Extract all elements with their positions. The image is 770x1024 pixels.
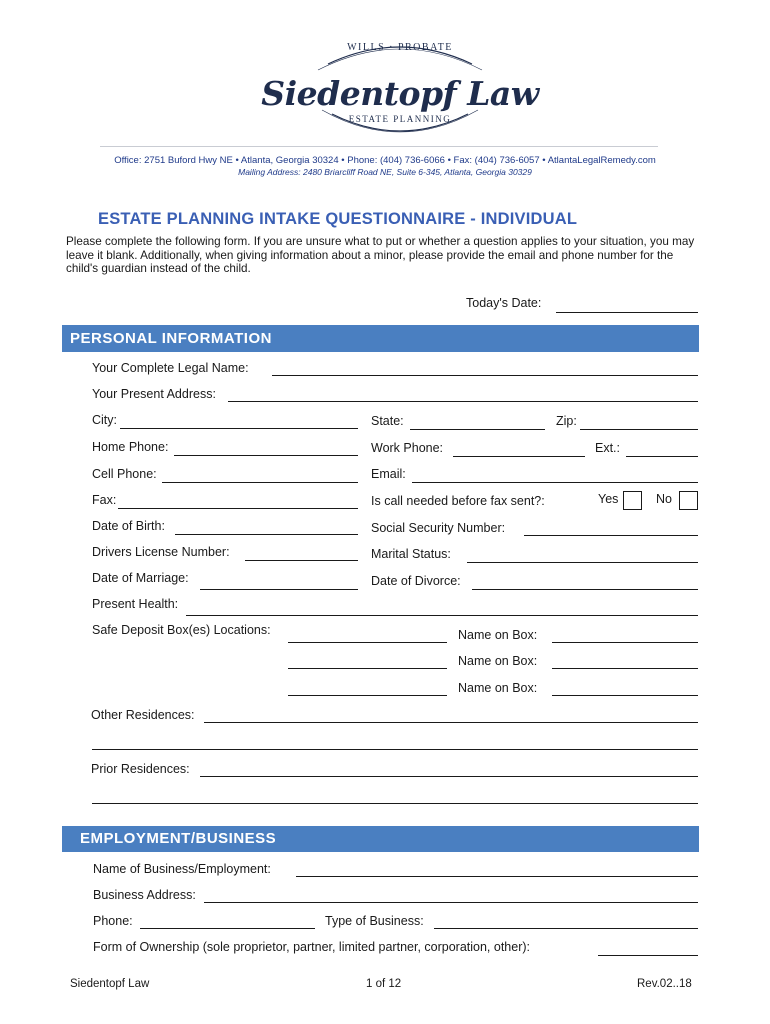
date-of-birth-label: Date of Birth: — [92, 519, 165, 533]
prior-residences-field[interactable] — [200, 776, 698, 777]
name-on-box-1-field[interactable] — [552, 642, 698, 643]
state-field[interactable] — [410, 429, 545, 430]
other-residences-label: Other Residences: — [91, 708, 195, 722]
city-label: City: — [92, 413, 117, 427]
no-checkbox[interactable] — [679, 491, 698, 510]
yes-label: Yes — [598, 492, 619, 506]
business-name-label: Name of Business/Employment: — [93, 862, 271, 876]
safe-deposit-location-1-field[interactable] — [288, 642, 447, 643]
prior-residences-field-2[interactable] — [92, 803, 698, 804]
name-on-box-3-field[interactable] — [552, 695, 698, 696]
office-contact-line: Office: 2751 Buford Hwy NE • Atlanta, Georgia 30324 • Phone: (404) 736-6066 • Fax: (404) 736-6057 • AtlantaLegalRemedy.com — [114, 155, 656, 166]
home-phone-field[interactable] — [174, 455, 358, 456]
safe-deposit-label: Safe Deposit Box(es) Locations: — [92, 623, 271, 637]
home-phone-label: Home Phone: — [92, 440, 169, 454]
ext-field[interactable] — [626, 456, 698, 457]
name-on-box-label-3: Name on Box: — [458, 681, 538, 695]
name-on-box-label-1: Name on Box: — [458, 628, 538, 642]
mailing-address-line: Mailing Address: 2480 Briarcliff Road NE, Suite 6-345, Atlanta, Georgia 30329 — [238, 167, 532, 177]
intro-paragraph: Please complete the following form. If you are unsure what to put or whether a question applies to your situation, you may leave it blank. Additionally, when giving information about a minor, please provide the email and phone number for the child's guardian instead of the child. — [66, 235, 695, 275]
work-phone-field[interactable] — [453, 456, 585, 457]
header-divider — [100, 146, 658, 147]
marital-status-label: Marital Status: — [371, 547, 451, 561]
prior-residences-label: Prior Residences: — [91, 762, 190, 776]
employment-business-header: EMPLOYMENT/BUSINESS — [62, 826, 699, 852]
fax-label: Fax: — [92, 493, 117, 507]
document-title: ESTATE PLANNING INTAKE QUESTIONNAIRE - INDIVIDUAL — [98, 210, 578, 228]
safe-deposit-location-3-field[interactable] — [288, 695, 447, 696]
form-of-ownership-field[interactable] — [598, 955, 698, 956]
present-address-field[interactable] — [228, 401, 698, 402]
marital-status-field[interactable] — [467, 562, 698, 563]
legal-name-label: Your Complete Legal Name: — [92, 361, 249, 375]
date-of-birth-field[interactable] — [175, 534, 358, 535]
ssn-field[interactable] — [524, 535, 698, 536]
business-phone-field[interactable] — [140, 928, 315, 929]
name-on-box-2-field[interactable] — [552, 668, 698, 669]
other-residences-field-2[interactable] — [92, 749, 698, 750]
date-of-divorce-label: Date of Divorce: — [371, 574, 461, 588]
logo-tagline-top: WILLS · PROBATE — [347, 42, 453, 53]
logo-tagline-bottom: ESTATE PLANNING — [348, 114, 452, 124]
email-label: Email: — [371, 467, 406, 481]
todays-date-label: Today's Date: — [466, 296, 542, 310]
business-name-field[interactable] — [296, 876, 698, 877]
todays-date-field[interactable] — [556, 312, 698, 313]
city-field[interactable] — [120, 428, 358, 429]
business-address-label: Business Address: — [93, 888, 196, 902]
present-health-label: Present Health: — [92, 597, 179, 611]
present-health-field[interactable] — [186, 615, 698, 616]
name-on-box-label-2: Name on Box: — [458, 654, 538, 668]
personal-information-header: PERSONAL INFORMATION — [62, 325, 699, 352]
present-address-label: Your Present Address: — [92, 387, 216, 401]
state-label: State: — [371, 414, 404, 428]
cell-phone-label: Cell Phone: — [92, 467, 157, 481]
fax-field[interactable] — [118, 508, 358, 509]
zip-field[interactable] — [580, 429, 698, 430]
type-of-business-field[interactable] — [434, 928, 698, 929]
business-phone-label: Phone: — [93, 914, 133, 928]
date-of-divorce-field[interactable] — [472, 589, 698, 590]
other-residences-field[interactable] — [204, 722, 698, 723]
form-of-ownership-label: Form of Ownership (sole proprietor, partner, limited partner, corporation, other): — [93, 940, 530, 954]
zip-label: Zip: — [556, 414, 577, 428]
call-before-fax-label: Is call needed before fax sent?: — [371, 494, 545, 508]
footer-firm-name: Siedentopf Law — [70, 978, 150, 990]
ssn-label: Social Security Number: — [371, 521, 506, 535]
date-of-marriage-field[interactable] — [200, 589, 358, 590]
no-label: No — [656, 492, 672, 506]
date-of-marriage-label: Date of Marriage: — [92, 571, 189, 585]
yes-checkbox[interactable] — [623, 491, 642, 510]
drivers-license-field[interactable] — [245, 560, 358, 561]
business-address-field[interactable] — [204, 902, 698, 903]
footer-page-number: 1 of 12 — [366, 978, 402, 990]
ext-label: Ext.: — [595, 441, 621, 455]
work-phone-label: Work Phone: — [371, 441, 444, 455]
firm-logo — [240, 30, 560, 140]
type-of-business-label: Type of Business: — [325, 914, 424, 928]
legal-name-field[interactable] — [272, 375, 698, 376]
email-field[interactable] — [412, 482, 698, 483]
footer-revision: Rev.02..18 — [637, 978, 692, 990]
drivers-license-label: Drivers License Number: — [92, 545, 230, 559]
logo-brand-name: Siedentopf Law — [261, 74, 539, 113]
safe-deposit-location-2-field[interactable] — [288, 668, 447, 669]
cell-phone-field[interactable] — [162, 482, 358, 483]
